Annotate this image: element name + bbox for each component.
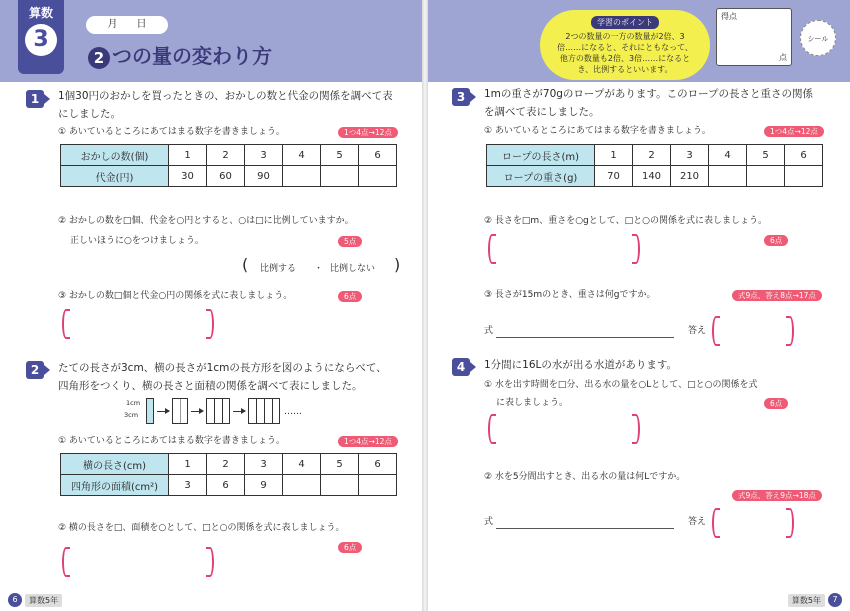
table-cell: 横の長さ(cm) (61, 454, 169, 475)
q3-kotae-paren-left (712, 316, 720, 346)
q4-sub2-points: 式9点、答え9点→18点 (732, 490, 822, 501)
table-cell: 4 (283, 454, 321, 475)
q1-sub2-line1: ② おかしの数を□個、代金を○円とすると、○は□に比例していますか。 (58, 216, 354, 226)
table-cell: 60 (207, 166, 245, 187)
q4-kotae-paren-left (712, 508, 720, 538)
q1-sub2-points: 5点 (338, 236, 362, 247)
page-number-left: 6 (8, 593, 22, 607)
q1-sub2-line2: 正しいほうに○をつけましょう。 (70, 236, 204, 246)
choice-not-proportional[interactable]: 比例しない (330, 264, 376, 274)
fig-width-label: 1cm (126, 399, 141, 407)
table-row (61, 166, 397, 187)
score-label: 得点 (721, 12, 737, 21)
q3-kotae-paren-right (786, 316, 794, 346)
question-4-number: 4 (452, 358, 470, 376)
question-1-number: 1 (26, 90, 44, 108)
fig-arrow (233, 411, 245, 412)
q3-shiki-label: 式 (484, 326, 494, 336)
table-cell: 210 (671, 166, 709, 187)
score-box[interactable] (716, 8, 792, 66)
table-cell: 5 (747, 145, 785, 166)
q4-kotae-label: 答え (688, 517, 707, 527)
q2-sub2: ② 横の長さを□、面積を○として、□と○の関係を式に表しましょう。 (58, 523, 345, 533)
fig-height-label: 3cm (124, 411, 139, 419)
q4-sub1-line1: ① 水を出す時間を□分、出る水の量を○Lとして、□と○の関係を式 (484, 380, 758, 390)
q1-answer-paren-left (62, 309, 70, 339)
table-cell: おかしの数(個) (61, 145, 169, 166)
learning-point-text: 2つの数量の一方の数量が2倍、3倍……になると、それにともなって、他方の数量も2倍、3倍……になるとき、比例するといいます。 (557, 32, 693, 74)
table-cell: 5 (321, 145, 359, 166)
answer-cell[interactable] (321, 166, 359, 187)
choice-proportional[interactable]: 比例する (260, 264, 297, 274)
table-row (487, 166, 823, 187)
q2-answer-paren-right (206, 547, 214, 577)
q1-stem-line2: にしました。 (58, 108, 121, 120)
fig-rect-3 (206, 398, 230, 424)
date-box[interactable] (86, 16, 168, 34)
choice-paren-open: ( (242, 255, 249, 274)
q1-sub1-points: 1つ4点→12点 (338, 127, 398, 138)
book-label-left: 算数5年 (25, 594, 62, 607)
q4-stem: 1分間に16Lの水が出る水道があります。 (484, 359, 678, 371)
q3-sub1-points: 1つ4点→12点 (764, 126, 824, 137)
table-cell: 1 (169, 145, 207, 166)
q3-sub2-paren-left (488, 234, 496, 264)
q3-shiki-line[interactable] (496, 337, 674, 338)
table-cell: 2 (207, 454, 245, 475)
fig-rect-1 (146, 398, 154, 424)
fig-ellipsis: …… (284, 407, 302, 417)
table-cell: 3 (169, 475, 207, 496)
fig-rect-4 (248, 398, 280, 424)
q4-sub1-paren-left (488, 414, 496, 444)
q3-sub2-points: 6点 (764, 235, 788, 246)
q4-shiki-label: 式 (484, 517, 494, 527)
table-cell: 3 (671, 145, 709, 166)
table-row (61, 145, 397, 166)
q3-sub1: ① あいているところにあてはまる数字を書きましょう。 (484, 126, 711, 136)
q4-kotae-paren-right (786, 508, 794, 538)
question-3-number: 3 (452, 88, 470, 106)
q3-stem-line2: を調べて表にしました。 (484, 106, 600, 118)
page-number-right: 7 (828, 593, 842, 607)
table-row (487, 145, 823, 166)
title-text: つの量の変わり方 (112, 44, 272, 68)
q1-sub3-points: 6点 (338, 291, 362, 302)
table-cell: 四角形の面積(cm²) (61, 475, 169, 496)
q3-sub3-points: 式9点、答え8点→17点 (732, 290, 822, 301)
q4-sub1-paren-right (632, 414, 640, 444)
q3-table (486, 144, 823, 187)
table-cell: 4 (283, 145, 321, 166)
q3-sub3: ③ 長さが15mのとき、重さは何gですか。 (484, 290, 656, 300)
table-cell: 代金(円) (61, 166, 169, 187)
answer-cell[interactable] (709, 166, 747, 187)
unit-ribbon (18, 0, 64, 74)
title-number: 2 (88, 47, 110, 69)
q3-sub2: ② 長さを□m、重さを○gとして、□と○の関係を式に表しましょう。 (484, 216, 767, 226)
sticker-spot: シール (800, 20, 836, 56)
table-cell: 6 (359, 454, 397, 475)
q2-sub2-points: 6点 (338, 542, 362, 553)
q4-sub1-points: 6点 (764, 398, 788, 409)
q4-sub1-line2: に表しましょう。 (496, 398, 569, 408)
table-cell: 2 (633, 145, 671, 166)
fig-arrow (191, 411, 203, 412)
book-label-right: 算数5年 (788, 594, 825, 607)
table-cell: 6 (207, 475, 245, 496)
q2-answer-paren-left (62, 547, 70, 577)
table-row (61, 454, 397, 475)
answer-cell[interactable] (359, 475, 397, 496)
q3-sub2-paren-right (632, 234, 640, 264)
subject-label: 算数 (28, 6, 53, 20)
learning-point-tag: 学習のポイント (591, 16, 659, 29)
table-cell: 1 (595, 145, 633, 166)
unit-number: 3 (25, 24, 57, 56)
table-cell: 3 (245, 454, 283, 475)
table-cell: 4 (709, 145, 747, 166)
table-cell: 6 (785, 145, 823, 166)
footer-right (788, 593, 842, 607)
answer-cell[interactable] (747, 166, 785, 187)
choice-separator: ・ (314, 264, 324, 274)
q1-sub3: ③ おかしの数□個と代金○円の関係を式に表しましょう。 (58, 291, 293, 301)
table-cell: 90 (245, 166, 283, 187)
table-cell: 6 (359, 145, 397, 166)
table-cell: 3 (245, 145, 283, 166)
table-cell: 5 (321, 454, 359, 475)
answer-cell[interactable] (283, 166, 321, 187)
q4-sub2: ② 水を5分間出すとき、出る水の量は何Lですか。 (484, 472, 686, 482)
fig-arrow (157, 411, 169, 412)
choice-paren-close: ) (394, 255, 401, 274)
q2-stem-line1: たての長さが3cm、横の長さが1cmの長方形を図のようにならべて、 (58, 362, 387, 374)
book-spine (422, 0, 428, 611)
table-cell: 9 (245, 475, 283, 496)
table-cell: 1 (169, 454, 207, 475)
q1-answer-paren-right (206, 309, 214, 339)
date-month: 月 (107, 19, 118, 30)
q2-table (60, 453, 397, 496)
table-cell: 2 (207, 145, 245, 166)
page-title (88, 40, 272, 69)
table-cell: ロープの重さ(g) (487, 166, 595, 187)
answer-cell[interactable] (283, 475, 321, 496)
table-cell: 140 (633, 166, 671, 187)
q3-stem-line1: 1mの重さが70gのロープがあります。このロープの長さと重さの関係 (484, 88, 814, 100)
table-cell: 70 (595, 166, 633, 187)
answer-cell[interactable] (785, 166, 823, 187)
q2-sub1: ① あいているところにあてはまる数字を書きましょう。 (58, 436, 285, 446)
q4-shiki-line[interactable] (496, 528, 674, 529)
answer-cell[interactable] (321, 475, 359, 496)
footer-left (8, 593, 62, 607)
score-unit: 点 (779, 53, 787, 62)
table-cell: ロープの長さ(m) (487, 145, 595, 166)
q2-sub1-points: 1つ4点→12点 (338, 436, 398, 447)
fig-rect-2 (172, 398, 188, 424)
q1-stem-line1: 1個30円のおかしを買ったときの、おかしの数と代金の関係を調べて表 (58, 90, 393, 102)
q2-stem-line2: 四角形をつくり、横の長さと面積の関係を調べて表にしました。 (58, 380, 363, 392)
question-2-number: 2 (26, 361, 44, 379)
q1-table (60, 144, 397, 187)
answer-cell[interactable] (359, 166, 397, 187)
learning-point (540, 10, 710, 80)
q3-kotae-label: 答え (688, 326, 707, 336)
table-cell: 30 (169, 166, 207, 187)
table-row (61, 475, 397, 496)
q1-sub1: ① あいているところにあてはまる数字を書きましょう。 (58, 127, 285, 137)
date-day: 日 (136, 19, 147, 30)
